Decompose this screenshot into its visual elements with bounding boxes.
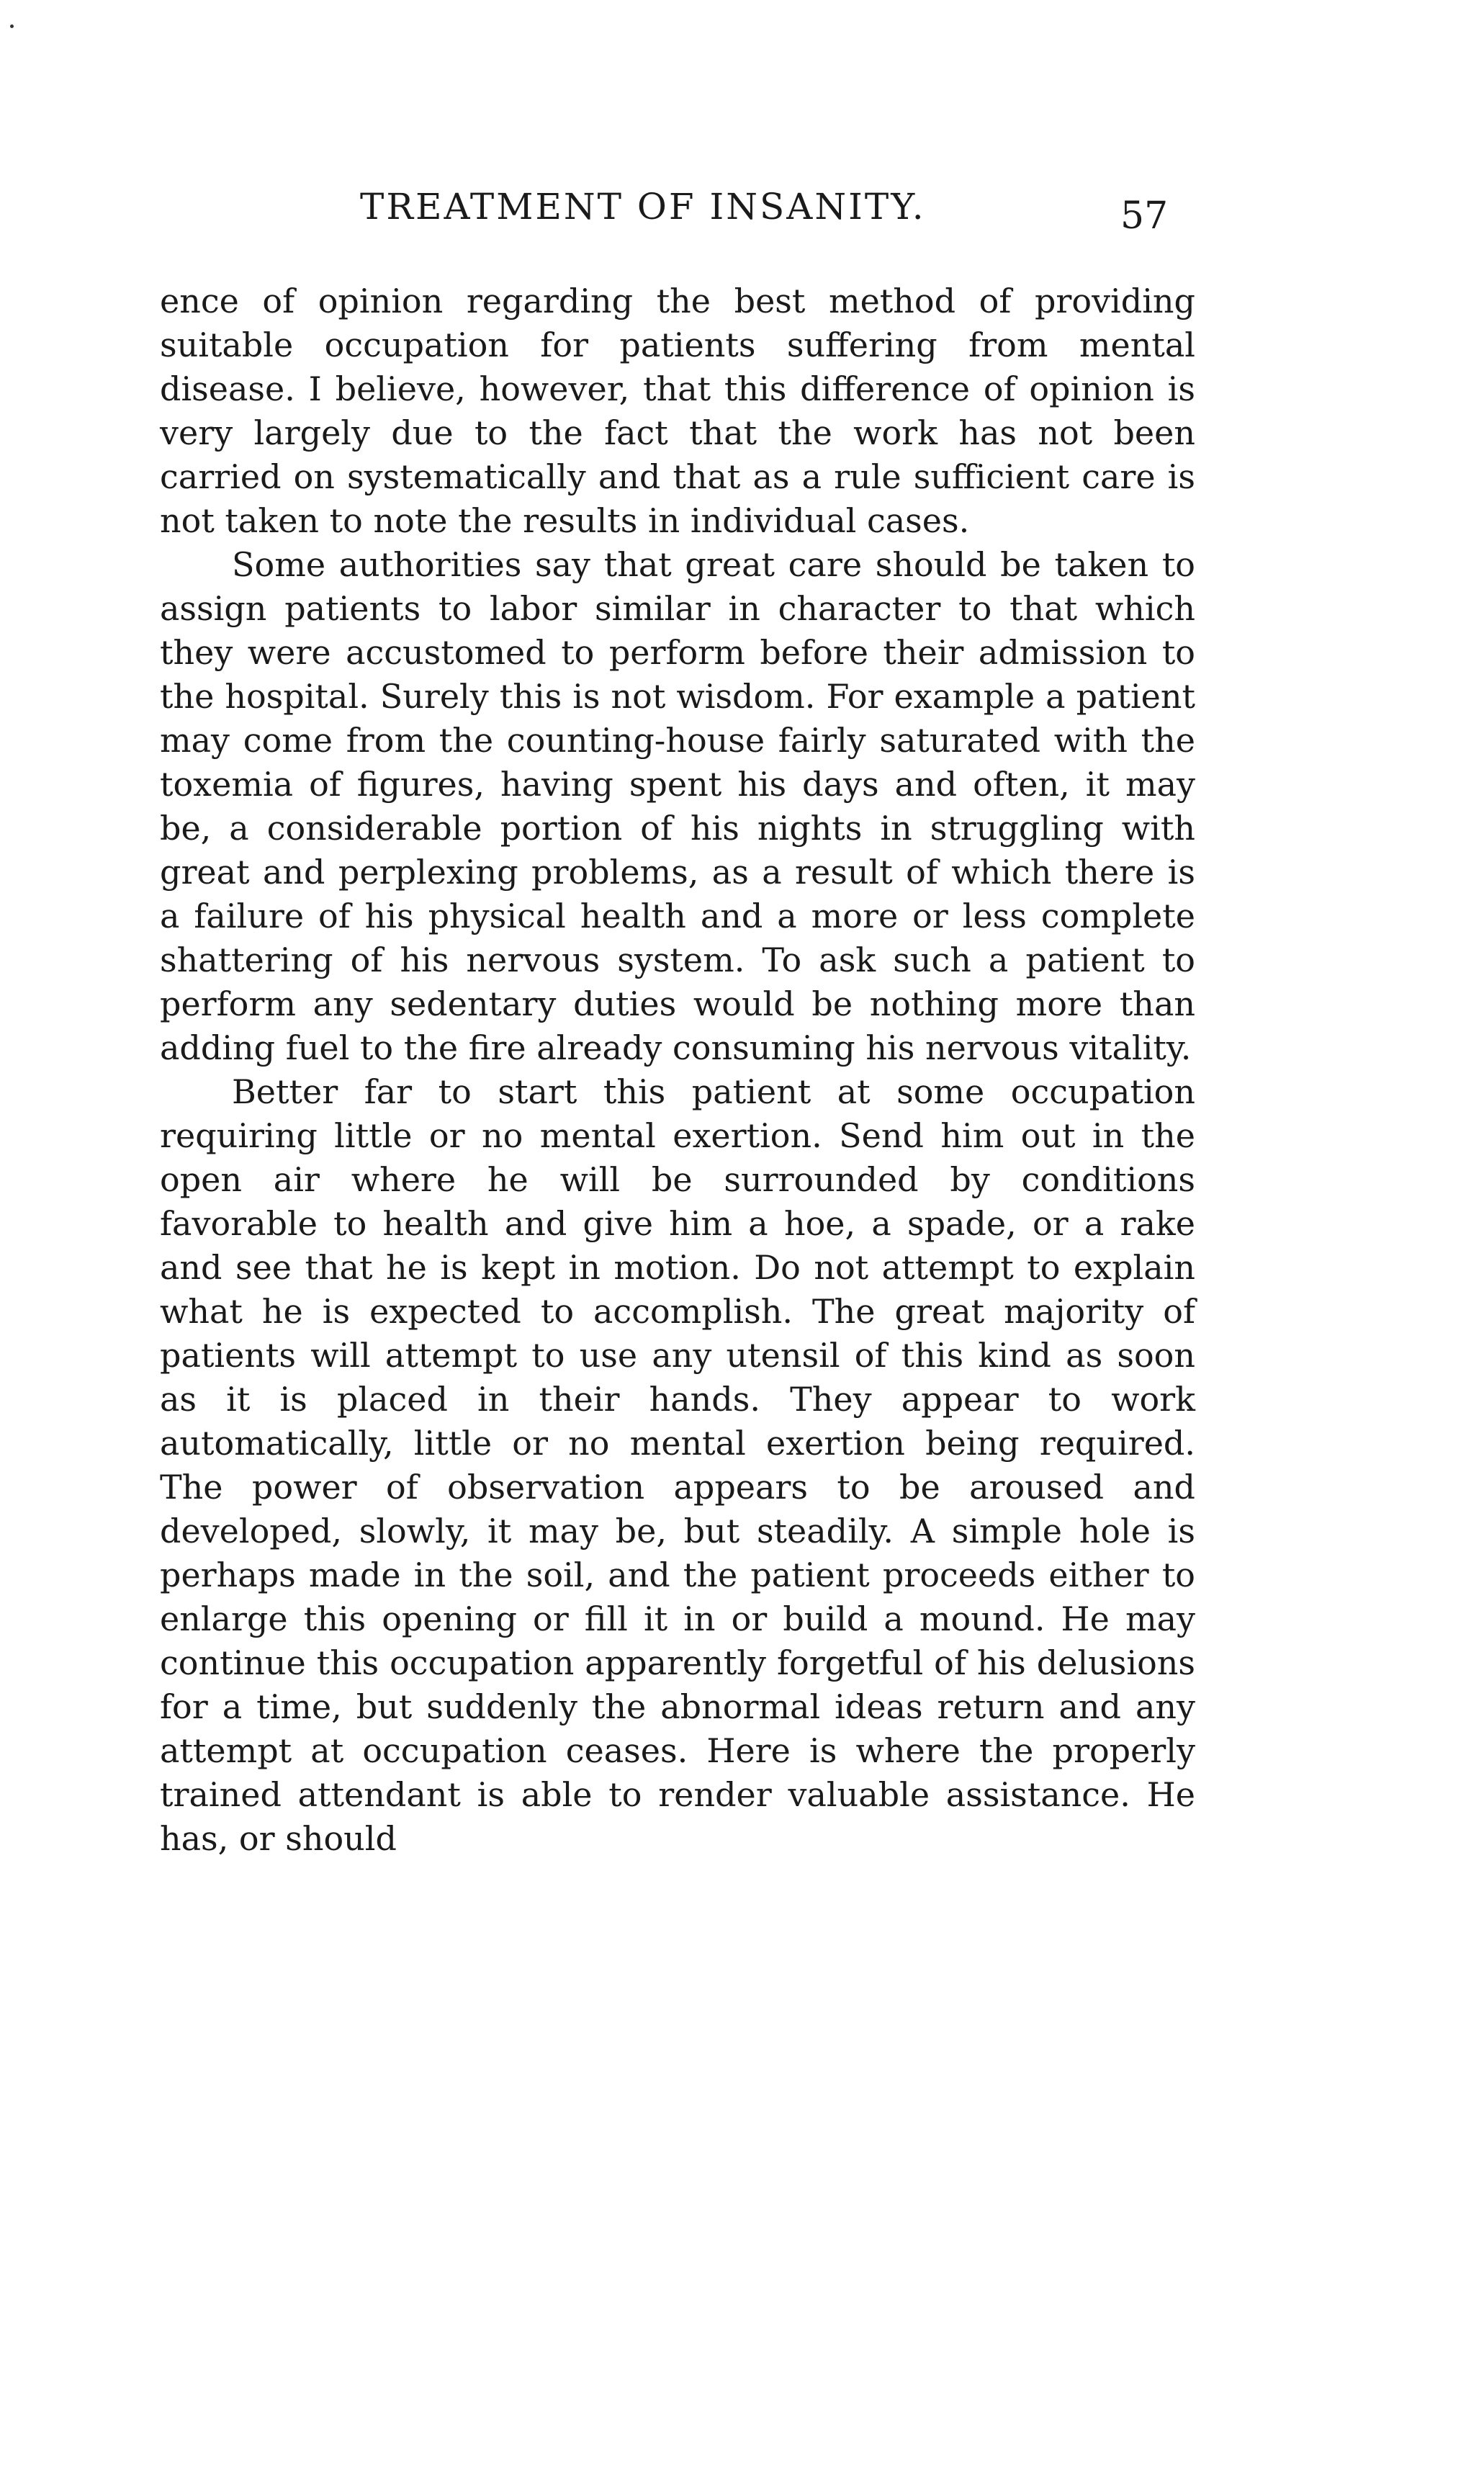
paragraph-continued: ence of opinion regarding the best method of providing suitable occupation for patients suffering from mental disease. I believe, however, that this difference of opinion is very largely due to the fact that the work has not been carried on systematically and that as a rule sufficient care is not taken to note the results in individual cases. bbox=[160, 282, 1195, 540]
paragraph: Some authorities say that great care should be taken to assign patients to labor similar in character to that which they were accustomed to perform before their admission to the hospital. Surely this is not wisdom. For example a patient may come from the counting-house fairly saturated with the toxemia of figures, having spent his days and often, it may be, a considerable portion of his nights in struggling with great and perplexing problems, as a result of which there is a failure of his physical health and a more or less complete shattering of his nervous system. To ask such a patient to perform any sedentary duties would be nothing more than adding fuel to the fire already consuming his nervous vitality. bbox=[160, 545, 1195, 1067]
stray-ink-mark bbox=[10, 24, 14, 28]
body-text bbox=[160, 279, 1195, 1861]
paragraph: Better far to start this patient at some occupation requiring little or no mental exertion. Send him out in the open air where he will be surrounded by conditions favorable to health and give him a hoe, a spade, or a rake and see that he is kept in motion. Do not attempt to explain what he is expected to accomplish. The great majority of patients will attempt to use any utensil of this kind as soon as it is placed in their hands. They appear to work automatically, little or no mental exertion being required. The power of observation appears to be aroused and developed, slowly, it may be, but steadily. A simple hole is perhaps made in the soil, and the patient proceeds either to enlarge this opening or fill it in or build a mound. He may continue this occupation apparently forgetful of his delusions for a time, but suddenly the abnormal ideas return and any attempt at occupation ceases. Here is where the properly trained attendant is able to render valuable assistance. He has, or should bbox=[160, 1072, 1195, 1858]
running-head-title: TREATMENT OF INSANITY. bbox=[360, 186, 926, 228]
page-number: 57 bbox=[1120, 194, 1169, 238]
